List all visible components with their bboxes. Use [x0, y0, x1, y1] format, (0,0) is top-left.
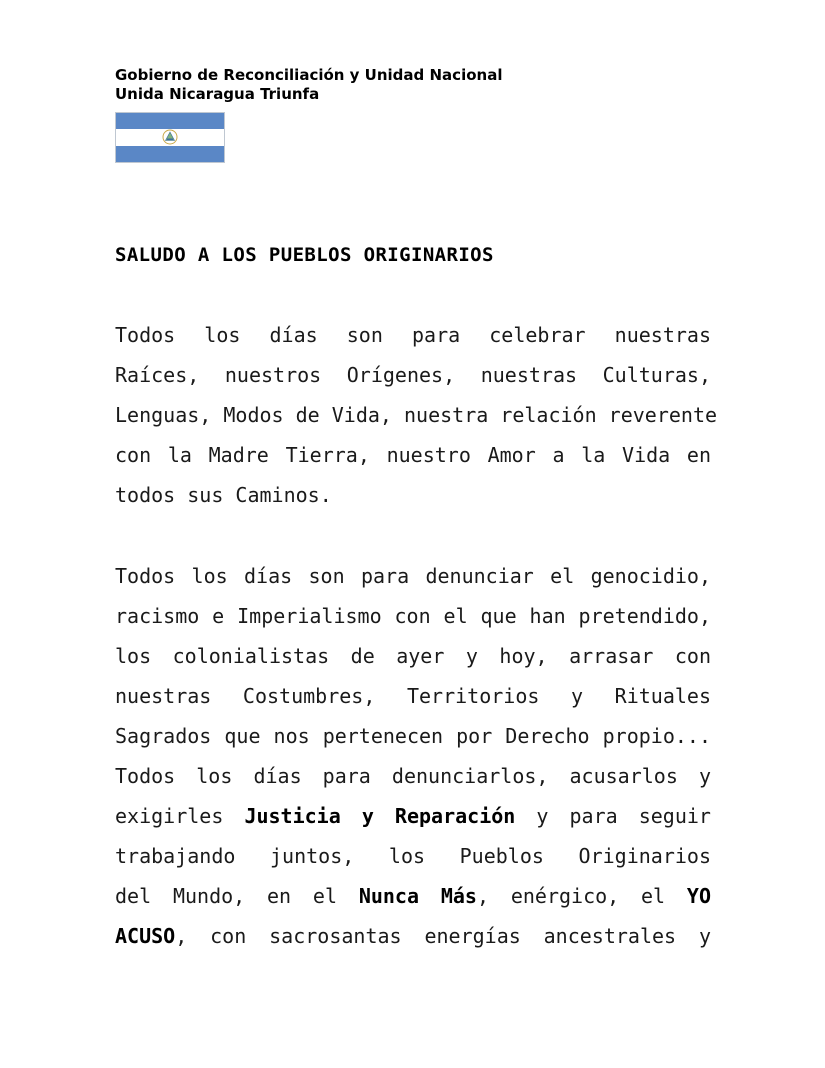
paragraph-line: nuestras Costumbres, Territorios y Rituales: [115, 684, 711, 708]
text-segment: , con sacrosantas energías ancestrales y: [175, 924, 711, 948]
text-segment: exigirles: [115, 804, 224, 828]
paragraph-line: Lenguas, Modos de Vida, nuestra relación reverente: [115, 403, 718, 427]
paragraph-line: racismo e Imperialismo con el que han pretendido,: [115, 604, 711, 628]
emphasis-yo: YO: [686, 884, 712, 908]
government-slogan: Unida Nicaragua Triunfa: [115, 85, 320, 103]
paragraph-line: [115, 796, 711, 836]
flag-middle-band: [116, 129, 224, 145]
paragraph-line: Sagrados que nos pertenecen por Derecho propio...: [115, 724, 711, 748]
government-name: Gobierno de Reconciliación y Unidad Nacional: [115, 66, 503, 84]
emphasis-nunca-mas: Nunca Más: [358, 884, 477, 908]
letterhead: [115, 66, 502, 104]
paragraph-line: Raíces, nuestros Orígenes, nuestras Culturas,: [115, 363, 711, 387]
coat-of-arms-icon: [162, 129, 178, 145]
paragraph-denounce: [115, 556, 711, 956]
emphasis-justicia: Justicia y Reparación: [244, 804, 516, 828]
document-title: SALUDO A LOS PUEBLOS ORIGINARIOS: [115, 244, 494, 266]
paragraph-line: [115, 916, 711, 956]
flag-bottom-band: [116, 146, 224, 162]
paragraph-line: Todos los días para denunciarlos, acusarlos y: [115, 764, 711, 788]
flag-top-band: [116, 113, 224, 129]
text-segment: y para seguir: [536, 804, 711, 828]
paragraph-line: [115, 876, 711, 916]
paragraph-celebrate: [115, 315, 718, 515]
paragraph-line: todos sus Caminos.: [115, 483, 332, 507]
text-segment: del Mundo, en el: [115, 884, 337, 908]
paragraph-line: los colonialistas de ayer y hoy, arrasar con: [115, 644, 711, 668]
paragraph-line: trabajando juntos, los Pueblos Originarios: [115, 844, 711, 868]
text-segment: , enérgico, el: [476, 884, 666, 908]
paragraph-line: Todos los días son para denunciar el genocidio,: [115, 564, 711, 588]
paragraph-line: con la Madre Tierra, nuestro Amor a la Vida en: [115, 443, 711, 467]
paragraph-line: Todos los días son para celebrar nuestras: [115, 323, 711, 347]
emphasis-acuso: ACUSO: [115, 924, 176, 948]
nicaragua-flag-icon: [115, 112, 225, 163]
